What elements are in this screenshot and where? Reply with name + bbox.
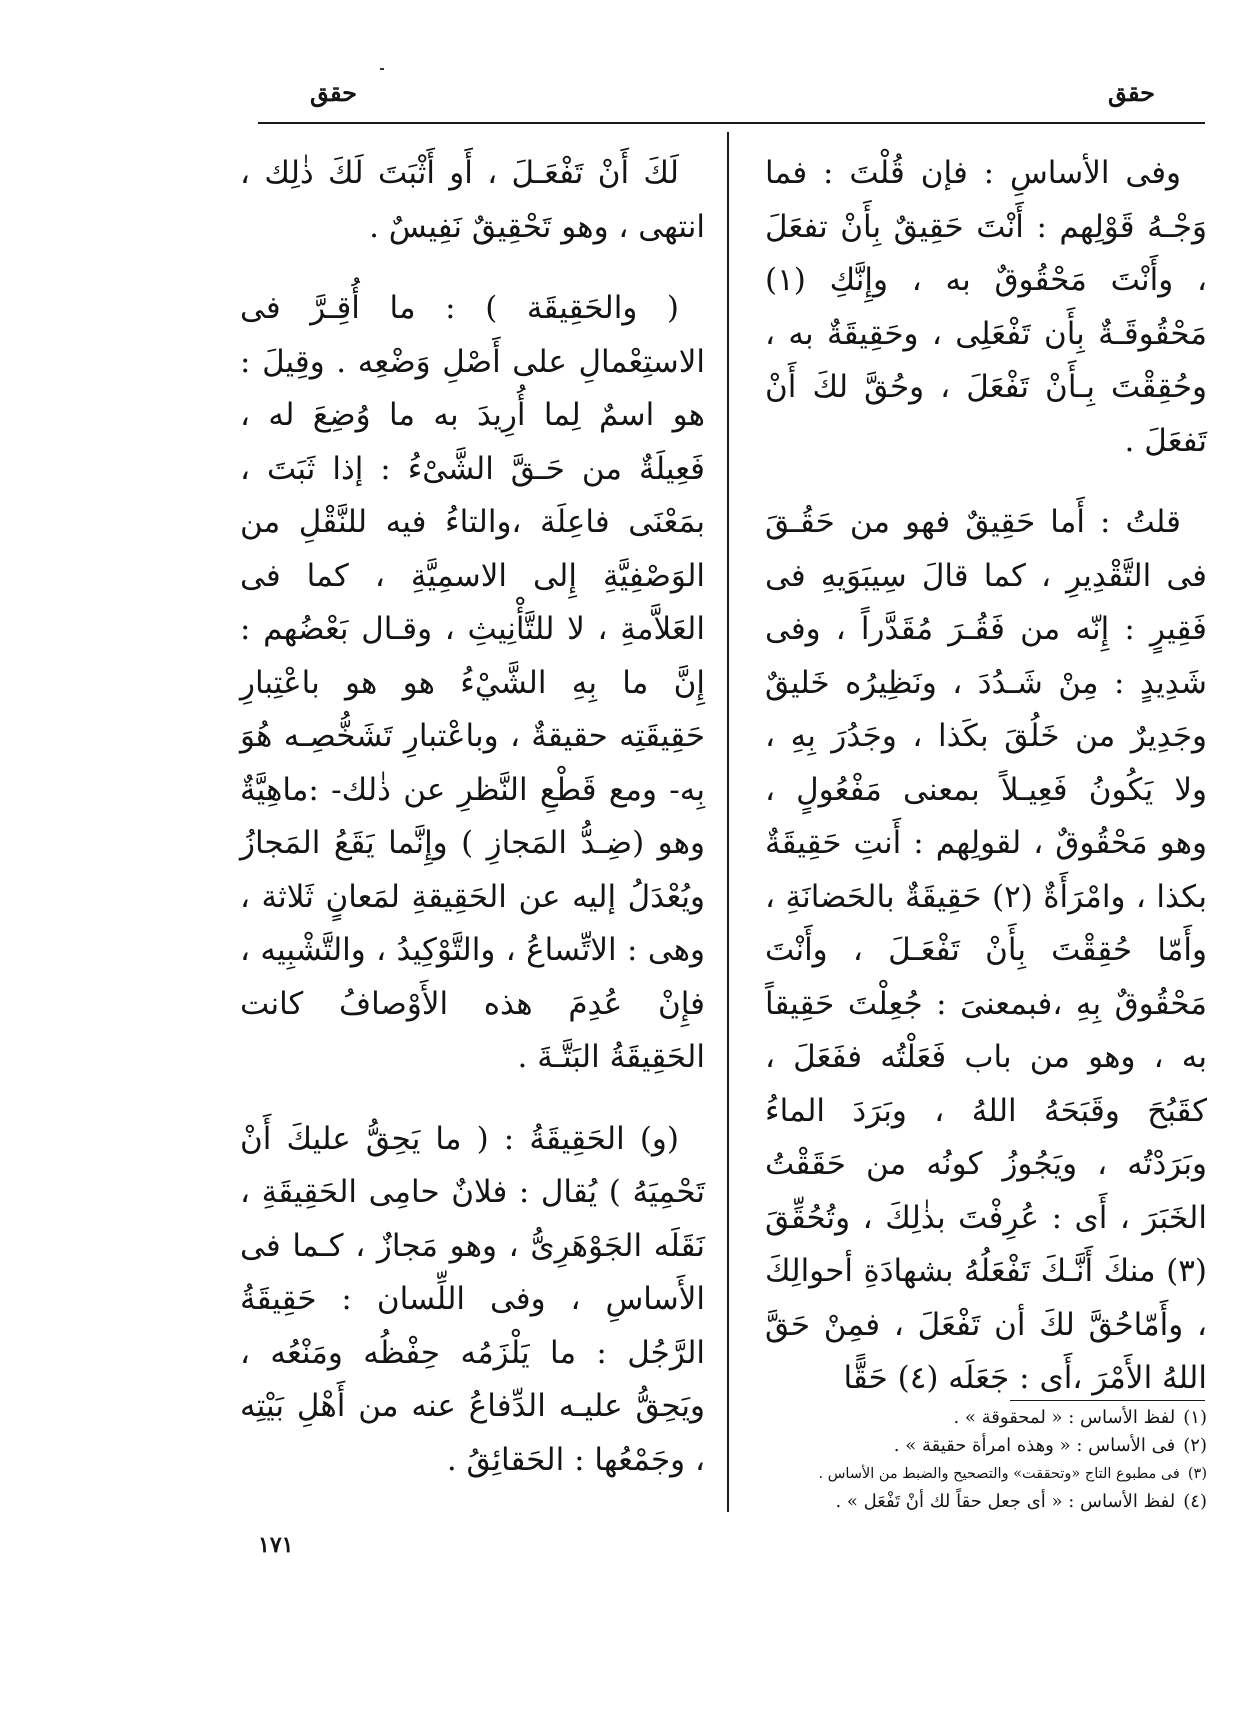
left-paragraph-1: لَكَ أَنْ تَفْعَـلَ ، أَو أَثْبَتَ لَكَ ذٰلِك ، انتهى ، وهو تَحْقِيقٌ نَفِيسٌ . <box>240 155 705 245</box>
left-paragraph-2: ( والحَقِيقَة ) : ما أُقِـرَّ فى الاستِعْمالِ على أَصْلِ وَضْعِه . وقِيلَ : هو اسمٌ لِما أُرِيدَ به ما وُضِعَ له ، فَعِيلَةٌ من حَـقَّ الشَّىْءُ : إذا ثَبَتَ ، بمَعْنَى فاعِلَة ،والتاءُ فيه للنَّقْلِ من الوَصْفِيَّةِ إِلى الاسمِيَّةِ ، كما فى العَلاَّمةِ ، لا للتَّأْنِيثِ ، وقـال بَعْضُهم : إِنَّ ما بِهِ الشَّيْءُ هو هو باعْتِبارِ حَقِيقَتِه حقيقةٌ ، وباعْتبارِ تَشَخُّصِـه هُوَ بِه- ومع قَطْعِ النَّظرِ عن ذٰلك- :ماهِيَّةٌ وهو (ضِـدُّ المَجازِ ) وإِنَّما يَقَعُ المَجازُ ويُعْدَلُ إليه عن الحَقِيقةِ لمَعانٍ ثَلاثة ، وهى : الاتِّساعُ ، والتَّوْكِيدُ ، والتَّشْبِيه ، فإِنْ عُدِمَ هذه الأَوْصافُ كانت الحَقِيقَةُ البَتَّـةَ . <box>240 290 705 1075</box>
footnote-1 <box>765 1404 1207 1432</box>
footnote-1-text: لفظ الأساس : « لمحقوقة » . <box>953 1407 1176 1428</box>
running-header-right: حقق <box>1108 78 1155 107</box>
footnote-4-text: لفظ الأساس : « أى جعل حقاً لك أنْ تَفْعَل » . <box>835 1491 1176 1512</box>
right-column <box>765 147 1207 1406</box>
right-paragraph-2: قلتُ : أَما حَقِيقٌ فهو من حَقُـقَ فى التَّقْدِيرِ ، كما قالَ سِيبَوَيهِ فى فَقِيرٍ : إِنّه من فَقُـرَ مُقَدَّراً ، وفى شَدِيدٍ : مِنْ شَـدُدَ ، ونَظِيرُه خَليقٌ وجَدِيرٌ من خَلُقَ بكَذا ، وجَدُرَ بِهِ ، ولا يَكُونُ فَعِيـلاً بمعنى مَفْعُولٍ ، وهو مَحْقُوقٌ ، لقولِهم : أَنتِ حَقِيقَةٌ بكذا ، وامْرَأَةٌ (٢) حَقِيقَةٌ بالحَضانَةِ ، وأَمّا حُقِقْتَ بِأَنْ تَفْعَـلَ ، وأَنْتَ مَحْقُوقٌ بِهِ ،فبمعنىَ : جُعِلْتَ حَقِيقاً به ، وهو من باب فَعَلْتُه ففَعَلَ ، كقَبُحَ وقَبَحَهُ اللهُ ، وبَرَدَ الماءُ وبَرَدْتُه ، ويَجُوزُ كونُه من حَقَقْتُ الخَبَرَ ، أَى : عُرِفْتَ بذٰلِكَ ، وتُحُقِّقَ (٣) منكَ أَنَّـكَ تَفْعَلُهُ بشهادَةِ أحوالِكَ ، وأَمّاحُقَّ لكَ أن تَفْعَلَ ، فمِنْ حَقَّ اللهُ الأَمْرَ ،أَى : جَعَلَه (٤) حَقًّا <box>765 504 1207 1396</box>
page-number: ١٧١ <box>258 1532 294 1558</box>
scan-speck <box>380 68 384 70</box>
footnote-3-text: فى مطبوع التاج «وتحققت» والتصحيح والضبط من الأساس . <box>818 1466 1180 1482</box>
footnote-2-text: فى الأساس : « وهذه امرأة حقيقة » . <box>893 1435 1176 1456</box>
left-column <box>240 147 705 1487</box>
footnote-4 <box>765 1488 1207 1516</box>
footnote-rule <box>1010 1400 1205 1401</box>
running-header-left: حقق <box>310 78 357 107</box>
column-divider <box>727 132 729 1512</box>
footnote-2 <box>765 1432 1207 1460</box>
footnote-2-number: (٢) <box>1183 1435 1207 1456</box>
footnotes <box>765 1404 1207 1516</box>
footnote-3 <box>765 1460 1207 1488</box>
footnote-3-number: (٣) <box>1187 1466 1207 1482</box>
header-rule <box>258 122 1205 124</box>
left-paragraph-3: (و) الحَقِيقَةُ : ( ما يَحِقُّ عليكَ أَنْ تَحْمِيَهُ ) يُقال : فلانٌ حامِى الحَقِيقَةِ ، نَقَلَه الجَوْهَرِىُّ ، وهو مَجازٌ ، كـما فى الأَساسِ ، وفى اللِّسان : حَقِيقَةُ الرَّجُل : ما يَلْزَمُه حِفْظُه ومَنْعُه ، ويَحِقُّ عليـه الدِّفاعُ عنه من أَهْلِ بَيْتِه ، وجَمْعُها : الحَقائِقُ . <box>240 1120 705 1478</box>
footnote-1-number: (١) <box>1183 1407 1207 1428</box>
right-paragraph-1: وفى الأساسِ : فإن قُلْتَ : فما وَجْـهُ قَوْلِهم : أَنْتَ حَقِيقٌ بِأَنْ تفعَلَ ، وأَنْتَ مَحْقُوقٌ به ، وإِنَّكِ (١) مَحْقُوقَـةٌ بِأَن تَفْعَلِى ، وحَقِيقَةٌ به ، وحُقِقْتَ بِـأَنْ تَفْعَلَ ، وحُقَّ لكَ أَنْ تَفعَلَ . <box>765 155 1207 459</box>
footnote-4-number: (٤) <box>1183 1491 1207 1512</box>
